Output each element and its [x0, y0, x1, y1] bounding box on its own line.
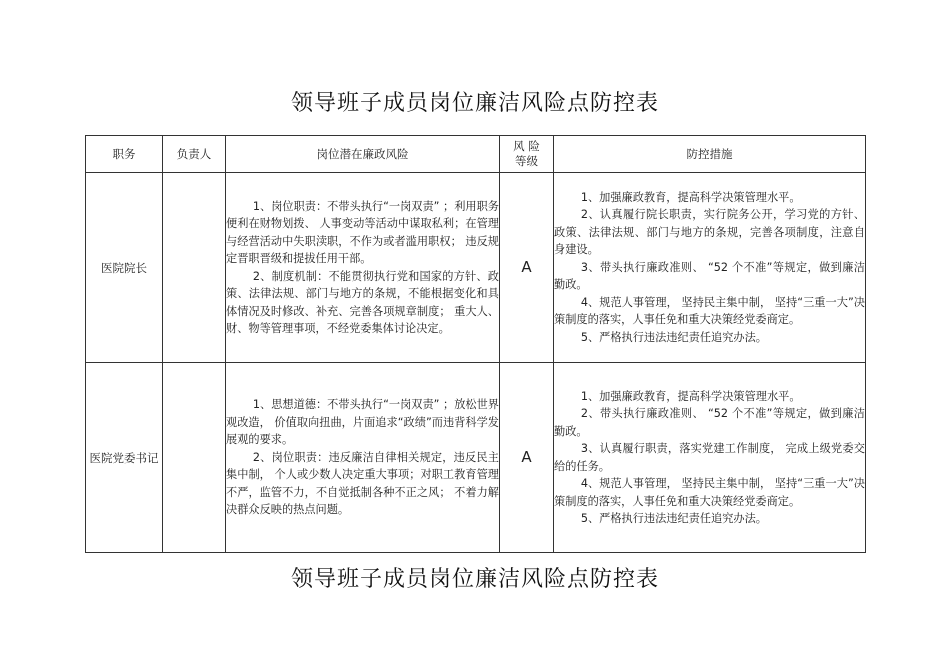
measure-item: 2、认真履行院长职责，实行院务公开，学习党的方针、政策、法律法规、部门与地方的条规，完善各项制度，注意自身建设。 [554, 208, 865, 257]
risk-control-table [85, 135, 866, 553]
cell-risk-level: A [500, 173, 554, 363]
header-level: 风 险 等级 [500, 136, 554, 173]
risk-paragraph: 2、岗位职责：违反廉洁自律相关规定，违反民主集中制， 个人或少数人决定重大事项；对职工教育管理不严，监管不力，不自觉抵制各种不正之风； 不着力解决群众反映的热点问题。 [226, 450, 499, 517]
measure-item: 1、加强廉政教育，提高科学决策管理水平。 [580, 190, 801, 204]
risk-paragraph: 1、思想道德：不带头执行“一岗双责” ；放松世界观改造， 价值取向扭曲，片面追求“政绩”而违背科学发展观的要求。 [226, 398, 499, 447]
cell-person [163, 173, 226, 363]
table-row [86, 173, 866, 363]
measure-item: 4、规范人事管理， 坚持民主集中制， 坚持“三重一大”决策制度的落实，人事任免和重大决策经党委商定。 [554, 295, 865, 327]
measure-item: 3、带头执行廉政准则、 “52 个不准”等规定，做到廉洁勤政。 [554, 260, 865, 292]
cell-measures [554, 363, 866, 553]
cell-duty: 医院院长 [86, 173, 163, 363]
measure-item: 4、规范人事管理， 坚持民主集中制， 坚持“三重一大”决策制度的落实，人事任免和重大决策经党委商定。 [554, 477, 865, 508]
table-row [86, 363, 866, 553]
risk-paragraph: 2、制度机制：不能贯彻执行党和国家的方针、政策、法律法规、部门与地方的条规，不能根据变化和具体情况及时修改、补充、完善各项规章制度； 重大人、财、物等管理事项，不经党委集体讨论决定。 [226, 269, 499, 335]
header-risk: 岗位潜在廉政风险 [226, 136, 500, 173]
measure-item: 5、严格执行违法违纪责任追究办法。 [580, 512, 767, 525]
measure-item: 2、带头执行廉政准则、 “52 个不准”等规定，做到廉洁勤政。 [554, 407, 865, 438]
cell-risk-level: A [500, 363, 554, 553]
cell-risk [226, 173, 500, 363]
page-title-repeat: 领导班子成员岗位廉洁风险点防控表 [290, 567, 659, 592]
cell-person [163, 363, 226, 553]
header-person: 负责人 [163, 136, 226, 173]
cell-measures [554, 173, 866, 363]
header-measures: 防控措施 [554, 136, 866, 173]
header-duty: 职务 [86, 136, 163, 173]
measure-item: 5、严格执行违法违纪责任追究办法。 [580, 330, 767, 344]
risk-paragraph: 1、岗位职责：不带头执行“一岗双责” ；利用职务便利在财物划拨、 人事变动等活动中谋取私利；在管理与经营活动中失职渎职，不作为或者滥用职权； 违反规定晋职晋级和提拔任用干部。 [226, 199, 499, 265]
measure-item: 3、认真履行职责，落实党建工作制度， 完成上级党委交给的任务。 [554, 442, 865, 473]
page-title: 领导班子成员岗位廉洁风险点防控表 [290, 91, 659, 116]
cell-duty: 医院党委书记 [86, 363, 163, 553]
cell-risk [226, 363, 500, 553]
table-header-row [86, 136, 866, 173]
measure-item: 1、加强廉政教育，提高科学决策管理水平。 [580, 389, 801, 403]
